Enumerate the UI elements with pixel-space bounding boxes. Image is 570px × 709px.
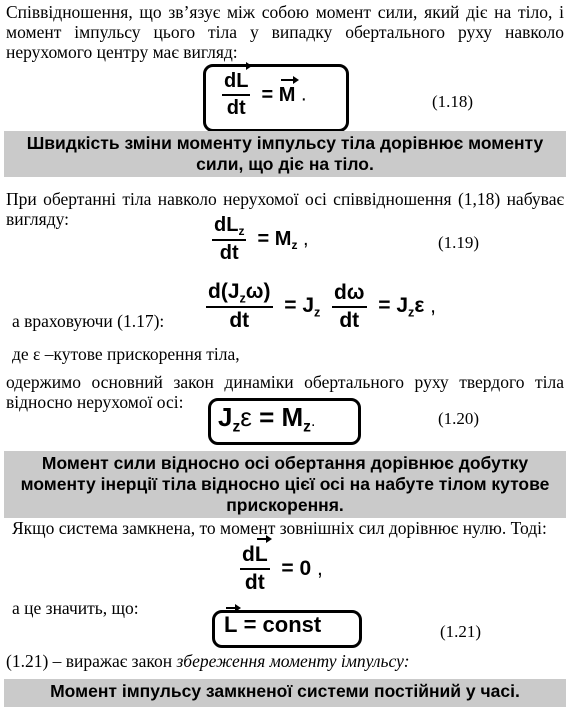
equation-number-1-19: (1.19) xyxy=(438,233,480,252)
paragraph-considering: а враховуючи (1.17): xyxy=(12,311,165,331)
equation-zero: $\frac{dL}{dt}$ = 0 , xyxy=(242,543,323,594)
paragraph-main-law: одержимо основний закон динаміки обертального руху твердого тіла відносно нерухомої осі: xyxy=(6,372,564,412)
intro-paragraph: Співвідношення, що зв’язує між собою момент сили, який діє на тіло, і момент імпульсу цього тіла у випадку обертального руху навколо нерухомого центру має вигляд: xyxy=(6,2,564,62)
highlight-statement-3: Момент імпульсу замкненої системи постійний у часі. xyxy=(4,679,566,707)
highlight-statement-2: Момент сили відносно осі обертання дорівнює добутку моменту інерції тіла відносно цієї осі на набуте тілом кутове прискорення. xyxy=(4,451,566,518)
equation-number-1-18: (1.18) xyxy=(432,92,474,111)
law-name-text: збереження моменту імпульсу: xyxy=(176,651,410,671)
equation-angular-acceleration: $\frac{d(J_z\omega)}{dt}$ = $J_z$ $\frac{d\omega}{dt}$ = $J_z\varepsilon$ , xyxy=(208,280,436,333)
epsilon-definition: де ε –кутове прискорення тіла, xyxy=(12,344,240,364)
vector-arrow-icon: L xyxy=(236,70,249,92)
highlight-statement-1: Швидкість зміни моменту імпульсу тіла дорівнює моменту сили, що діє на тіло. xyxy=(4,131,566,177)
equation-1-19: $\frac{dL_z}{dt}$ = $M_z$ , xyxy=(214,214,309,265)
paragraph-conservation-law xyxy=(6,651,410,671)
equation-number-1-20: (1.20) xyxy=(438,409,480,428)
paragraph-fixed-axis: При обертанні тіла навколо нерухомої осі співвідношення (1,18) набуває вигляду: xyxy=(6,189,564,229)
equation-1-18: $\frac{dL}{dt}$ = M . xyxy=(224,70,307,119)
paragraph-closed-system: Якщо система замкнена, то момент зовнішніх сил дорівнює нулю. Тоді: xyxy=(12,518,547,538)
equation-1-20: $J_z\varepsilon = M_z$. xyxy=(218,402,316,436)
paragraph-meaning: а це значить, що: xyxy=(12,598,139,618)
law-intro-text: (1.21) – виражає закон xyxy=(6,651,177,671)
equation-number-1-21: (1.21) xyxy=(440,622,482,641)
equation-1-21: L = const xyxy=(224,612,322,637)
